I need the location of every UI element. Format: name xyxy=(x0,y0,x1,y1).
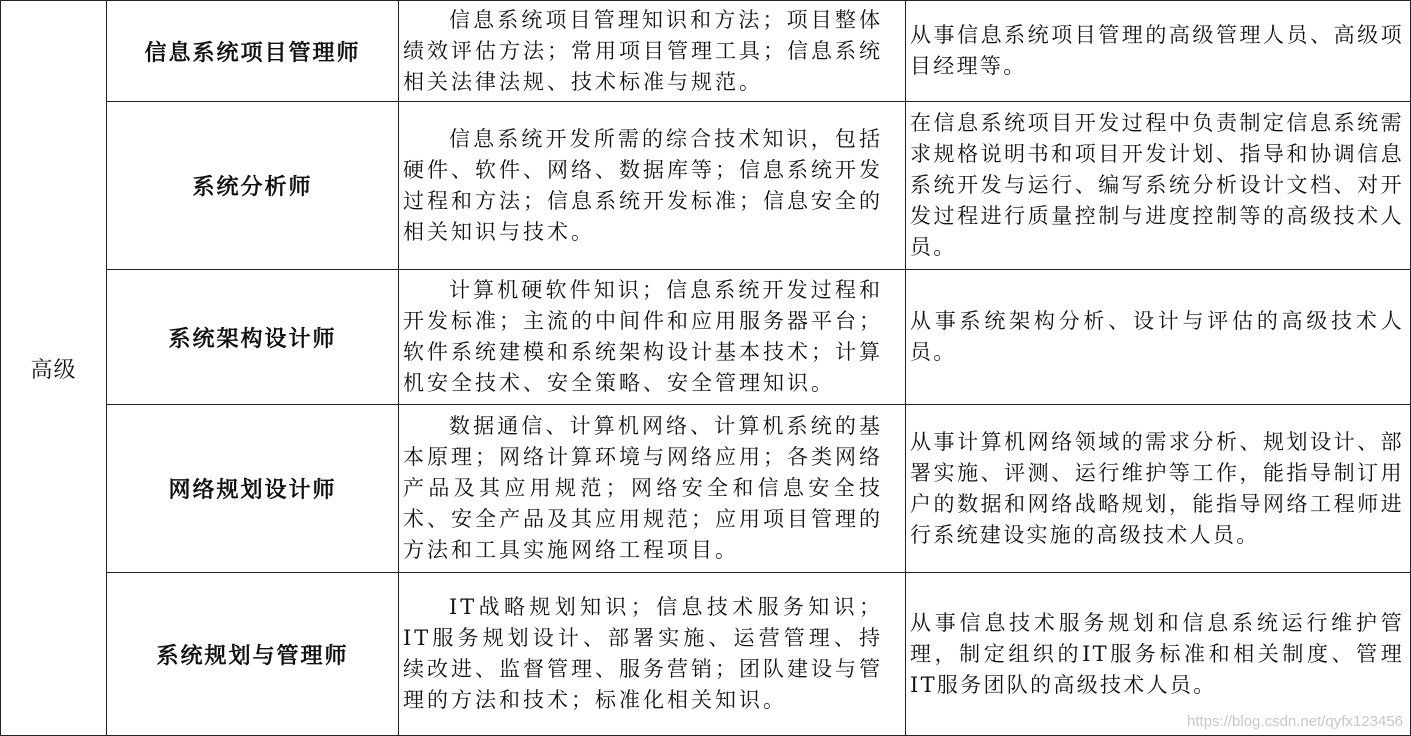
exam-title: 系统架构设计师 xyxy=(168,325,337,352)
table-row xyxy=(1,405,1411,573)
role-cell xyxy=(906,1,1411,102)
knowledge-text: IT战略规划知识；信息技术服务知识；IT服务规划设计、部署实施、运营管理、持续改进、监督管理、服务营销；团队建设与管理的方法和技术；标准化相关知识。 xyxy=(403,595,883,712)
knowledge-text: 数据通信、计算机网络、计算机系统的基本原理；网络计算环境与网络应用；各类网络产品及其应用规范；网络安全和信息安全技术、安全产品及其应用规范；应用项目管理的方法和工具实施网络工程项目。 xyxy=(403,414,883,562)
exam-title: 系统分析师 xyxy=(192,174,313,200)
exam-title: 信息系统项目管理师 xyxy=(144,39,361,66)
knowledge-cell xyxy=(399,573,906,736)
knowledge-cell xyxy=(399,1,906,102)
table-row xyxy=(1,1,1411,102)
role-text: 从事系统架构分析、设计与评估的高级技术人员。 xyxy=(910,309,1404,364)
role-text: 在信息系统项目开发过程中负责制定信息系统需求规格说明书和项目开发计划、指导和协调信息系统开发与运行、编写系统分析设计文档、对开发过程进行质量控制与进度控制等的高级技术人员。 xyxy=(910,111,1404,259)
role-cell xyxy=(906,573,1411,736)
role-cell xyxy=(906,102,1411,270)
title-cell xyxy=(107,405,399,573)
title-cell xyxy=(107,1,399,102)
knowledge-cell xyxy=(399,270,906,405)
knowledge-text: 信息系统开发所需的综合技术知识，包括硬件、软件、网络、数据库等；信息系统开发过程和方法；信息系统开发标准；信息安全的相关知识与技术。 xyxy=(403,126,883,244)
table-row xyxy=(1,270,1411,405)
title-cell xyxy=(107,270,399,405)
title-cell xyxy=(107,573,399,736)
watermark-text: https://blog.csdn.net/qyfx123456 xyxy=(1187,713,1403,730)
role-cell xyxy=(906,270,1411,405)
table-row xyxy=(1,102,1411,270)
role-cell xyxy=(906,405,1411,573)
level-cell xyxy=(1,1,107,736)
level-label: 高级 xyxy=(30,357,77,383)
title-cell xyxy=(107,102,399,270)
exam-title: 系统规划与管理师 xyxy=(156,642,349,669)
exam-title: 网络规划设计师 xyxy=(168,477,337,503)
role-text: 从事信息系统项目管理的高级管理人员、高级项目经理等。 xyxy=(910,23,1404,78)
role-text: 从事信息技术服务规划和信息系统运行维护管理，制定组织的IT服务标准和相关制度、管理IT服务团队的高级技术人员。 xyxy=(910,610,1404,697)
role-text: 从事计算机网络领域的需求分析、规划设计、部署实施、评测、运行维护等工作，能指导制订用户的数据和网络战略规划，能指导网络工程师进行系统建设实施的高级技术人员。 xyxy=(910,429,1404,547)
table-row xyxy=(1,573,1411,736)
knowledge-cell xyxy=(399,405,906,573)
knowledge-text: 计算机硬软件知识；信息系统开发过程和开发标准；主流的中间件和应用服务器平台；软件系统建模和系统架构设计基本技术；计算机安全技术、安全策略、安全管理知识。 xyxy=(403,278,883,395)
knowledge-cell xyxy=(399,102,906,270)
knowledge-text: 信息系统项目管理知识和方法；项目整体绩效评估方法；常用项目管理工具；信息系统相关法律法规、技术标准与规范。 xyxy=(403,7,883,94)
